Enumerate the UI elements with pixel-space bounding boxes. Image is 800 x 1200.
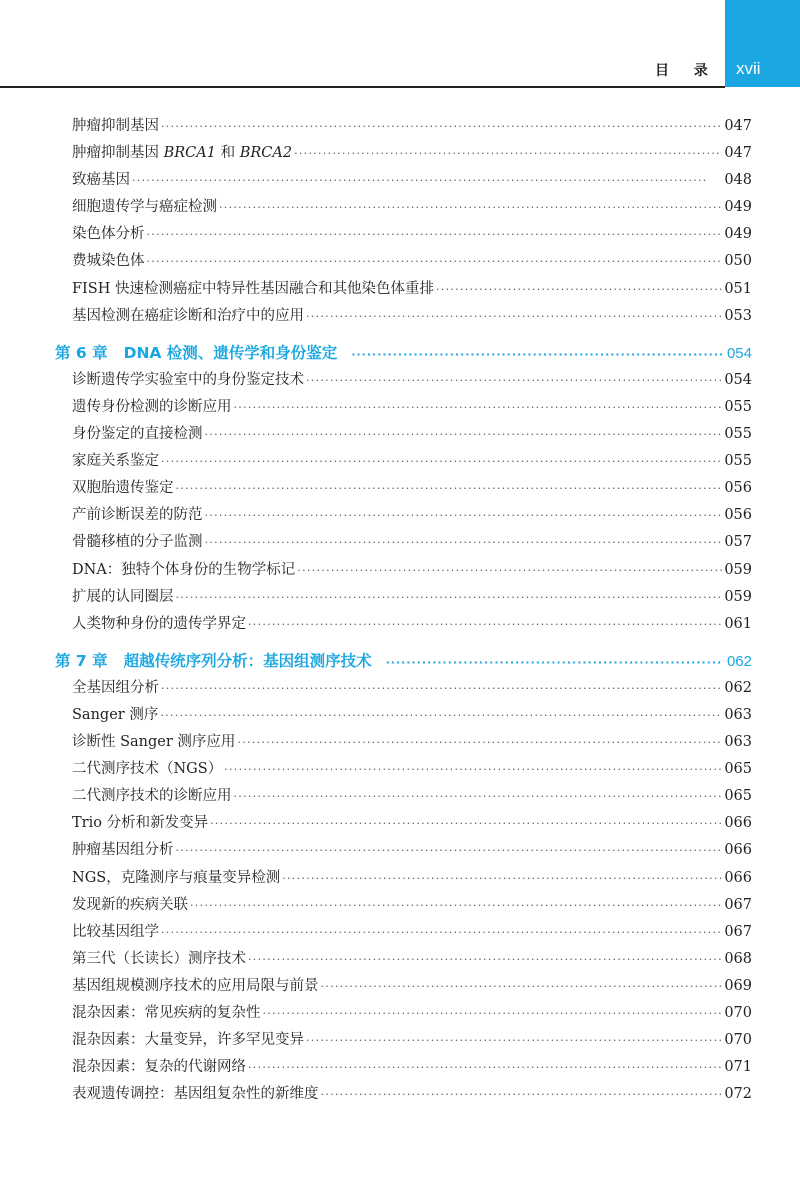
toc-entry <box>72 920 752 947</box>
entry-title: 家庭关系鉴定 <box>72 453 159 470</box>
entry-page: 056 <box>724 507 752 524</box>
entry-title: 肿瘤抑制基因 BRCA1 和 BRCA2 <box>72 145 293 162</box>
toc-entry <box>72 449 752 476</box>
toc-entry <box>72 1055 752 1082</box>
entry-title: 人类物种身份的遗传学界定 <box>72 615 246 632</box>
page-title: 目 录 <box>655 63 718 79</box>
entry-page: 056 <box>724 480 752 497</box>
toc-entry <box>72 277 752 304</box>
dot-leader <box>321 1088 723 1101</box>
entry-page: 062 <box>724 679 752 696</box>
dot-leader <box>224 763 722 776</box>
entry-page: 055 <box>724 426 752 443</box>
entry-title: 第三代（长读长）测序技术 <box>72 950 246 967</box>
entry-title: 身份鉴定的直接检测 <box>72 426 203 443</box>
dot-leader <box>147 255 723 268</box>
toc-entry <box>72 947 752 974</box>
entry-title: 混杂因素：复杂的代谢网络 <box>72 1059 246 1076</box>
entry-page: 065 <box>724 788 752 805</box>
entry-page: 063 <box>724 706 752 723</box>
dot-leader <box>386 656 723 669</box>
dot-leader <box>282 872 722 885</box>
dot-leader <box>237 736 722 749</box>
entry-title: 诊断性 Sanger 测序应用 <box>72 734 236 751</box>
entry-title: 致癌基因 <box>72 172 130 189</box>
toc-entry <box>72 730 752 757</box>
dot-leader <box>436 283 722 296</box>
toc-entry <box>72 585 752 612</box>
chapter-number: 第 7 章 <box>55 651 108 670</box>
dot-leader <box>205 428 723 441</box>
entry-page: 067 <box>724 896 752 913</box>
dot-leader <box>161 682 722 695</box>
toc-entry <box>72 422 752 449</box>
entry-page: 066 <box>724 815 752 832</box>
entry-title: Sanger 测序 <box>72 706 159 723</box>
entry-page: 047 <box>724 118 752 134</box>
entry-title: 肿瘤抑制基因 <box>72 118 159 134</box>
toc-entry <box>72 249 752 276</box>
entry-page: 066 <box>724 869 752 886</box>
entry-title: NGS，克隆测序与痕量变异检测 <box>72 869 281 886</box>
dot-leader <box>248 1061 722 1074</box>
dot-leader <box>306 374 722 387</box>
entry-title: 细胞遗传学与癌症检测 <box>72 199 217 216</box>
entry-title: 基因组规模测序技术的应用局限与前景 <box>72 977 319 994</box>
entry-title: 全基因组分析 <box>72 679 159 696</box>
toc-entry <box>72 811 752 838</box>
entry-title: 费城染色体 <box>72 253 145 270</box>
toc-entry <box>72 195 752 222</box>
entry-page: 065 <box>724 761 752 778</box>
chapter-page: 062 <box>726 652 752 670</box>
dot-leader <box>161 926 722 939</box>
entry-title: 比较基因组学 <box>72 923 159 940</box>
entry-page: 067 <box>724 923 752 940</box>
entry-title: 二代测序技术（NGS） <box>72 761 223 778</box>
dot-leader <box>306 310 722 323</box>
dot-leader <box>321 980 723 993</box>
entry-page: 057 <box>724 534 752 551</box>
toc-entry <box>72 866 752 893</box>
entry-page: 049 <box>724 199 752 216</box>
toc-entry <box>72 503 752 530</box>
entry-title: 二代测序技术的诊断应用 <box>72 788 232 805</box>
dot-leader <box>263 1007 723 1020</box>
page-number: xvii <box>736 59 761 78</box>
dot-leader <box>248 618 722 631</box>
entry-title: 遗传身份检测的诊断应用 <box>72 398 232 415</box>
entry-title: 表观遗传调控：基因组复杂性的新维度 <box>72 1086 319 1103</box>
entry-title: 扩展的认同圈层 <box>72 588 174 605</box>
entry-page: 051 <box>724 280 752 297</box>
entry-page: 071 <box>724 1059 752 1076</box>
chapter-title: 超越传统序列分析：基因组测序技术 <box>123 651 372 670</box>
dot-leader <box>234 401 723 414</box>
dot-leader <box>294 147 722 160</box>
toc-entry <box>72 1028 752 1055</box>
entry-page: 070 <box>724 1005 752 1021</box>
entry-page: 061 <box>724 615 752 632</box>
entry-title: 诊断遗传学实验室中的身份鉴定技术 <box>72 371 304 388</box>
entry-title: 骨髓移植的分子监测 <box>72 534 203 551</box>
toc-entry <box>72 114 752 141</box>
entry-page: 072 <box>724 1086 752 1103</box>
toc-entry <box>72 703 752 730</box>
chapter-heading <box>55 341 752 368</box>
entry-page: 055 <box>724 398 752 415</box>
toc-entry <box>72 141 752 168</box>
toc-entry <box>72 530 752 557</box>
chapter-page: 054 <box>726 344 752 362</box>
toc-entry <box>72 757 752 784</box>
dot-leader <box>234 790 723 803</box>
dot-leader <box>297 564 722 577</box>
dot-leader <box>147 228 723 241</box>
entry-page: 070 <box>724 1032 752 1049</box>
entry-page: 053 <box>724 307 752 324</box>
dot-leader <box>306 1034 722 1047</box>
dot-leader <box>219 201 722 214</box>
dot-leader <box>205 509 723 522</box>
entry-title: 混杂因素：大量变异，许多罕见变异 <box>72 1032 304 1049</box>
dot-leader <box>176 482 723 495</box>
entry-page: 063 <box>724 734 752 751</box>
toc-entry <box>72 974 752 1001</box>
entry-title: 混杂因素：常见疾病的复杂性 <box>72 1005 261 1021</box>
header-divider <box>0 86 725 88</box>
entry-page: 050 <box>724 253 752 270</box>
chapter-heading <box>55 649 752 676</box>
entry-page: 068 <box>724 950 752 967</box>
entry-title: 产前诊断误差的防范 <box>72 507 203 524</box>
toc-entry <box>72 1001 752 1028</box>
dot-leader <box>176 591 723 604</box>
toc-entry <box>72 476 752 503</box>
toc-entry <box>72 304 752 331</box>
toc-entry <box>72 1082 752 1109</box>
entry-page: 054 <box>724 371 752 388</box>
dot-leader <box>160 709 722 722</box>
entry-title: 染色体分析 <box>72 226 145 243</box>
dot-leader <box>161 120 722 133</box>
page-number-tab <box>725 0 800 87</box>
dot-leader <box>205 536 723 549</box>
toc-entry <box>72 558 752 585</box>
toc-entry <box>72 368 752 395</box>
dot-leader <box>132 174 722 187</box>
dot-leader <box>176 844 723 857</box>
entry-page: 066 <box>724 842 752 859</box>
entry-page: 059 <box>724 561 752 578</box>
table-of-contents <box>55 114 752 1109</box>
entry-title: DNA：独特个体身份的生物学标记 <box>72 561 296 578</box>
entry-page: 049 <box>724 226 752 243</box>
toc-entry <box>72 676 752 703</box>
entry-title: 发现新的疾病关联 <box>72 896 188 913</box>
entry-page: 059 <box>724 588 752 605</box>
entry-title: 基因检测在癌症诊断和治疗中的应用 <box>72 307 304 324</box>
dot-leader <box>161 455 722 468</box>
toc-entry <box>72 893 752 920</box>
toc-entry <box>72 838 752 865</box>
chapter-title: DNA 检测、遗传学和身份鉴定 <box>123 343 338 362</box>
toc-entry <box>72 168 752 195</box>
dot-leader <box>210 817 722 830</box>
dot-leader <box>351 348 723 361</box>
entry-title: FISH 快速检测癌症中特异性基因融合和其他染色体重排 <box>72 280 434 297</box>
entry-title: 双胞胎遗传鉴定 <box>72 480 174 497</box>
entry-title: 肿瘤基因组分析 <box>72 842 174 859</box>
toc-entry <box>72 395 752 422</box>
entry-page: 055 <box>724 453 752 470</box>
dot-leader <box>248 953 722 966</box>
toc-entry <box>72 784 752 811</box>
entry-page: 048 <box>724 172 752 189</box>
entry-title: Trio 分析和新发变异 <box>72 815 209 832</box>
toc-entry <box>72 612 752 639</box>
entry-page: 069 <box>724 977 752 994</box>
dot-leader <box>190 899 722 912</box>
entry-page: 047 <box>724 145 752 162</box>
toc-entry <box>72 222 752 249</box>
chapter-number: 第 6 章 <box>55 343 108 362</box>
